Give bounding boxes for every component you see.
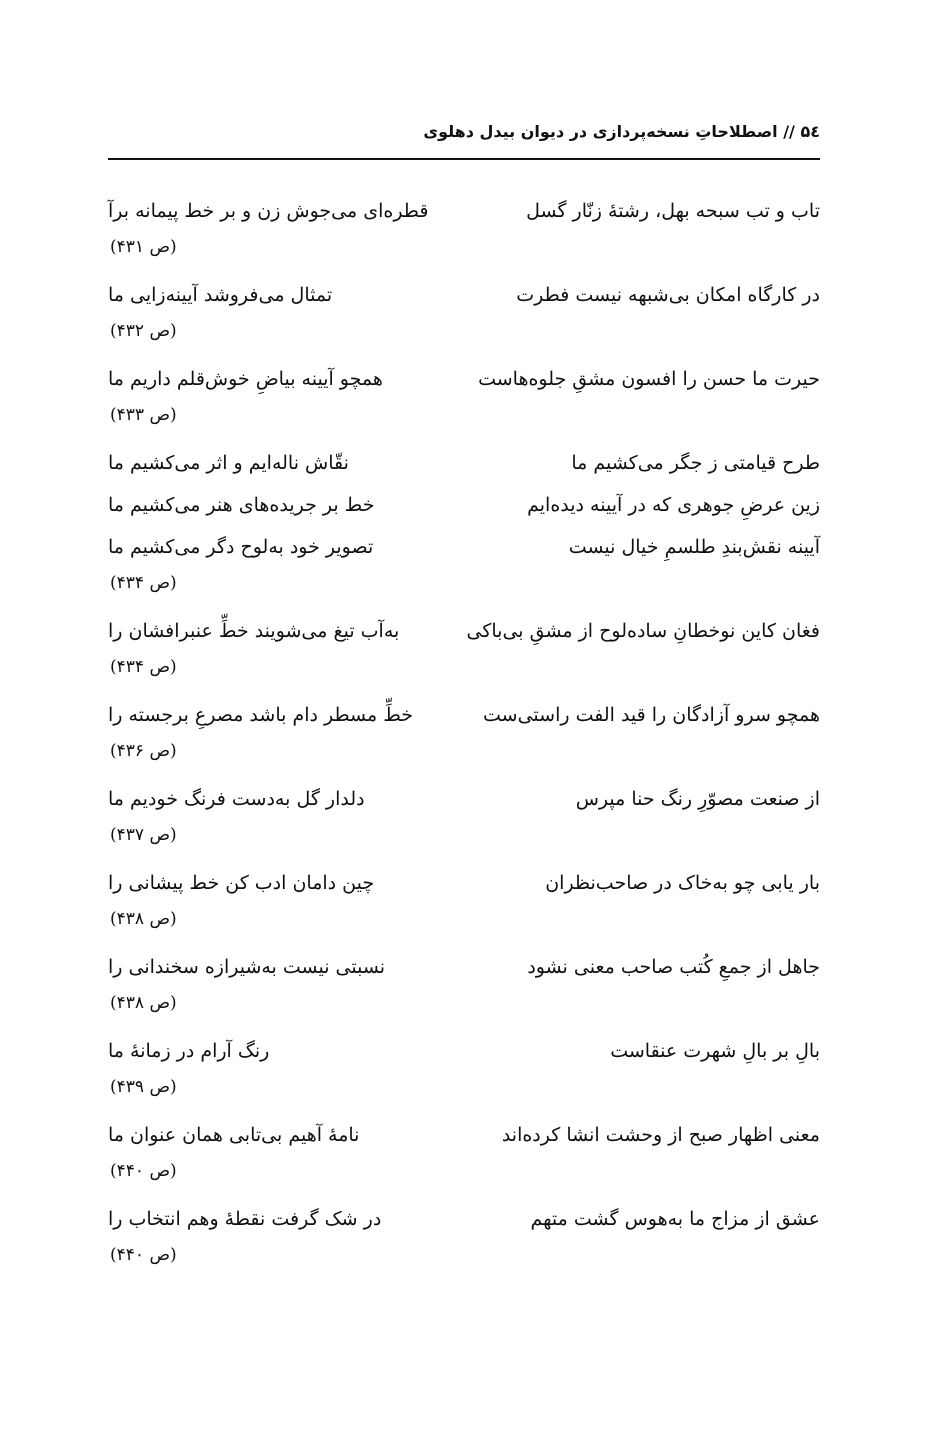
- page-reference: (ص ۴۳۷): [110, 825, 177, 845]
- running-header: [108, 112, 820, 160]
- page-reference: (ص ۴۳۸): [110, 909, 177, 929]
- first-hemistich: عشق از مزاج ما به‌هوس گشت متهم: [530, 1207, 820, 1230]
- second-hemistich: خطِّ مسطر دام باشد مصرعِ برجسته را: [108, 703, 414, 726]
- page-reference: (ص ۴۳۳): [110, 405, 177, 425]
- first-hemistich: از صنعت مصوّرِ رنگ حنا مپرس: [575, 787, 820, 810]
- verse-block: [108, 358, 820, 430]
- verse-block: [108, 778, 820, 850]
- second-hemistich: به‌آب تیغ می‌شویند خطِّ عنبرافشان را: [108, 619, 400, 642]
- page-reference: (ص ۴۳۹): [110, 1077, 177, 1097]
- page-reference: (ص ۴۳۶): [110, 741, 177, 761]
- verse-block: [108, 274, 820, 346]
- page-reference: (ص ۴۳۱): [110, 237, 177, 257]
- couplet-line: [108, 862, 820, 904]
- page-reference: (ص ۴۳۲): [110, 321, 177, 341]
- verse-block: [108, 1030, 820, 1102]
- first-hemistich: معنی اظهار صبح از وحشت انشا کرده‌اند: [501, 1123, 820, 1146]
- page-reference: (ص ۴۳۴): [110, 573, 177, 593]
- first-hemistich: آیینه نقش‌بندِ طلسمِ خیال نیست: [568, 535, 820, 558]
- couplet-line: [108, 694, 820, 736]
- verse-list: [108, 190, 820, 1282]
- first-hemistich: جاهل از جمعِ کُتب صاحب معنی نشود: [527, 955, 820, 978]
- couplet-line: [108, 484, 820, 526]
- first-hemistich: در کارگاه امکان بی‌شبهه نیست فطرت: [516, 283, 820, 306]
- first-hemistich: زین عرضِ جوهری که در آیینه دیده‌ایم: [527, 493, 820, 516]
- second-hemistich: نامهٔ آهیم بی‌تابی همان عنوان ما: [108, 1123, 360, 1146]
- couplet-line: [108, 1198, 820, 1240]
- verse-block: [108, 946, 820, 1018]
- couplet-line: [108, 190, 820, 232]
- second-hemistich: تمثال می‌فروشد آیینه‌زایی ما: [108, 283, 333, 306]
- page-reference: (ص ۴۴۰): [110, 1245, 177, 1265]
- first-hemistich: حیرت ما حسن را افسون مشقِ جلوه‌هاست: [478, 367, 820, 390]
- couplet-line: [108, 442, 820, 484]
- couplet-line: [108, 526, 820, 568]
- couplet-line: [108, 778, 820, 820]
- couplet-line: [108, 274, 820, 316]
- first-hemistich: همچو سرو آزادگان را قید الفت راستی‌ست: [483, 703, 820, 726]
- couplet-line: [108, 1030, 820, 1072]
- first-hemistich: تاب و تب سبحه بهل، رشتهٔ زنّار گسل: [526, 199, 820, 222]
- second-hemistich: خط بر جریده‌های هنر می‌کشیم ما: [108, 493, 375, 516]
- header-title: ۵٤ // اصطلاحاتِ نسخه‌پردازی در دیوان بیدل دهلوی: [423, 122, 820, 141]
- first-hemistich: فغان کاین نوخطانِ ساده‌لوح از مشقِ بی‌باکی: [466, 619, 820, 642]
- verse-block: [108, 610, 820, 682]
- verse-block: [108, 442, 820, 598]
- page-reference: (ص ۴۳۴): [110, 657, 177, 677]
- second-hemistich: چین دامان ادب کن خط پیشانی را: [108, 871, 375, 894]
- couplet-line: [108, 1114, 820, 1156]
- verse-block: [108, 1114, 820, 1186]
- second-hemistich: در شک گرفت نقطهٔ وهم انتخاب را: [108, 1207, 382, 1230]
- first-hemistich: بالِ بر بالِ شهرت عنقاست: [610, 1039, 820, 1062]
- page-reference: (ص ۴۳۸): [110, 993, 177, 1013]
- verse-block: [108, 862, 820, 934]
- second-hemistich: همچو آیینه بیاضِ خوش‌قلم داریم ما: [108, 367, 383, 390]
- first-hemistich: بار یابی چو به‌خاک در صاحب‌نظران: [545, 871, 820, 894]
- second-hemistich: نسبتی نیست به‌شیرازه سخندانی را: [108, 955, 386, 978]
- page-reference: (ص ۴۴۰): [110, 1161, 177, 1181]
- first-hemistich: طرح قیامتی ز جگر می‌کشیم ما: [571, 451, 820, 474]
- second-hemistich: تصویر خود به‌لوح دگر می‌کشیم ما: [108, 535, 374, 558]
- verse-block: [108, 694, 820, 766]
- couplet-line: [108, 946, 820, 988]
- verse-block: [108, 1198, 820, 1270]
- second-hemistich: نقّاش ناله‌ایم و اثر می‌کشیم ما: [108, 451, 349, 474]
- couplet-line: [108, 358, 820, 400]
- couplet-line: [108, 610, 820, 652]
- verse-block: [108, 190, 820, 262]
- second-hemistich: قطره‌ای می‌جوش زن و بر خط پیمانه برآ: [108, 199, 429, 222]
- second-hemistich: رنگ آرام در زمانهٔ ما: [108, 1039, 270, 1062]
- second-hemistich: دلدار گل به‌دست فرنگ خودیم ما: [108, 787, 365, 810]
